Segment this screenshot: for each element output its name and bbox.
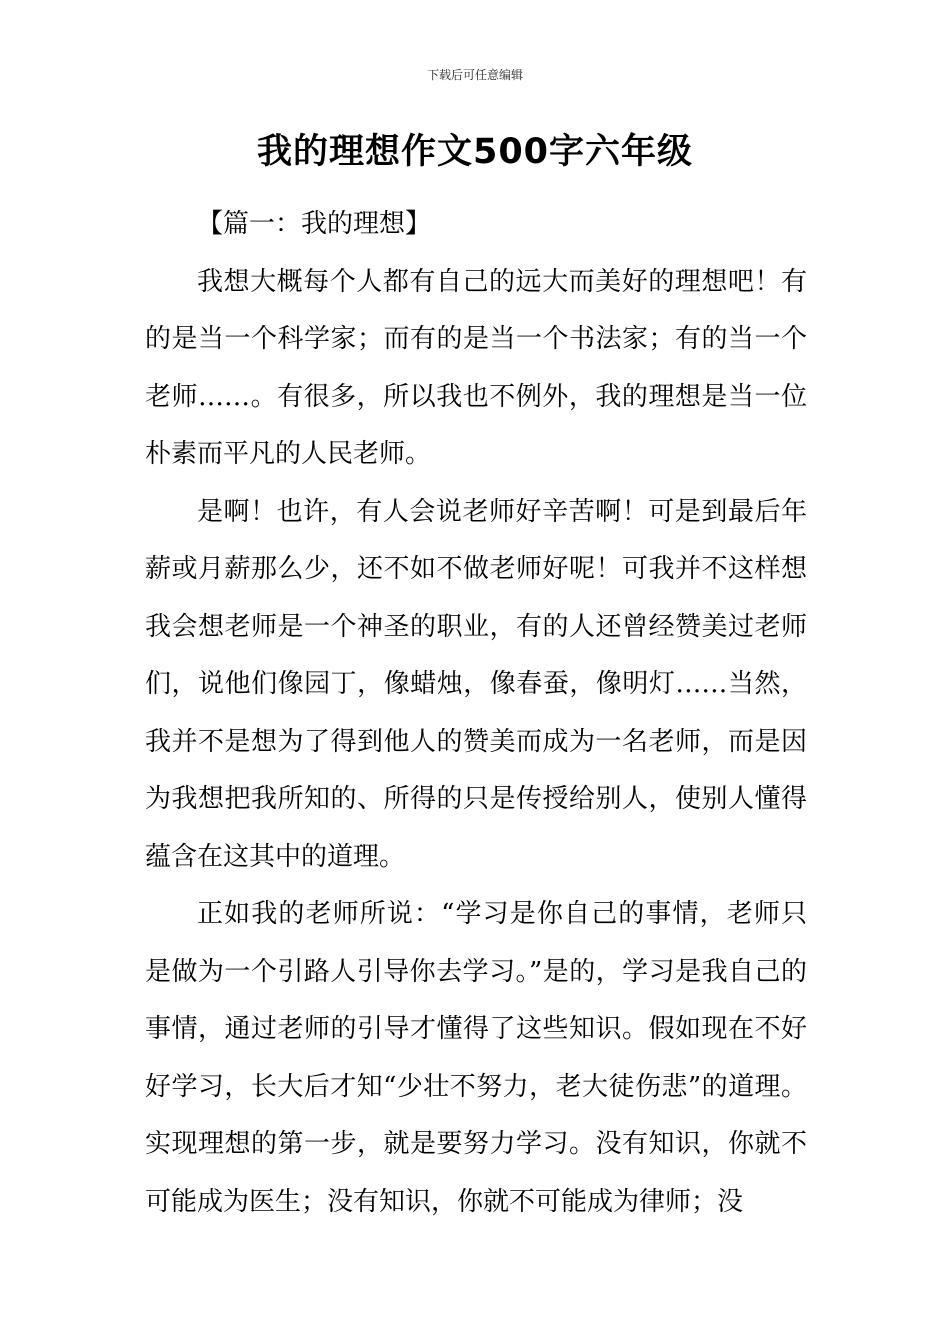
section-heading: 【篇一：我的理想】 [197, 209, 432, 239]
document-body [145, 196, 807, 1231]
paragraph-2: 是啊！也许，有人会说老师好辛苦啊！可是到最后年薪或月薪那么少，还不如不做老师好呢！可我并不这样想我会想老师是一个神圣的职业，有的人还曾经赞美过老师们，说他们像园丁，像蜡烛，像春蚕，像明灯……当然，我并不是想为了得到他人的赞美而成为一名老师，而是因为我想把我所知的、所得的只是传授给别人，使别人懂得蕴含在这其中的道理。 [145, 496, 807, 872]
header-note: 下载后可任意编辑 [426, 68, 523, 82]
paragraph-1: 我想大概每个人都有自己的远大而美好的理想吧！有的是当一个科学家；而有的是当一个书法家；有的当一个老师……。有很多，所以我也不例外，我的理想是当一位朴素而平凡的人民老师。 [145, 266, 807, 469]
paragraph-3: 正如我的老师所说：“学习是你自己的事情，老师只是做为一个引路人引导你去学习。”是的，学习是我自己的事情，通过老师的引导才懂得了这些知识。假如现在不好好学习，长大后才知“少壮不努力，老大徒伤悲”的道理。实现理想的第一步，就是要努力学习。没有知识，你就不可能成为医生；没有知识，你就不可能成为律师；没 [145, 899, 807, 1217]
document-title: 我的理想作文500字六年级 [256, 132, 694, 172]
